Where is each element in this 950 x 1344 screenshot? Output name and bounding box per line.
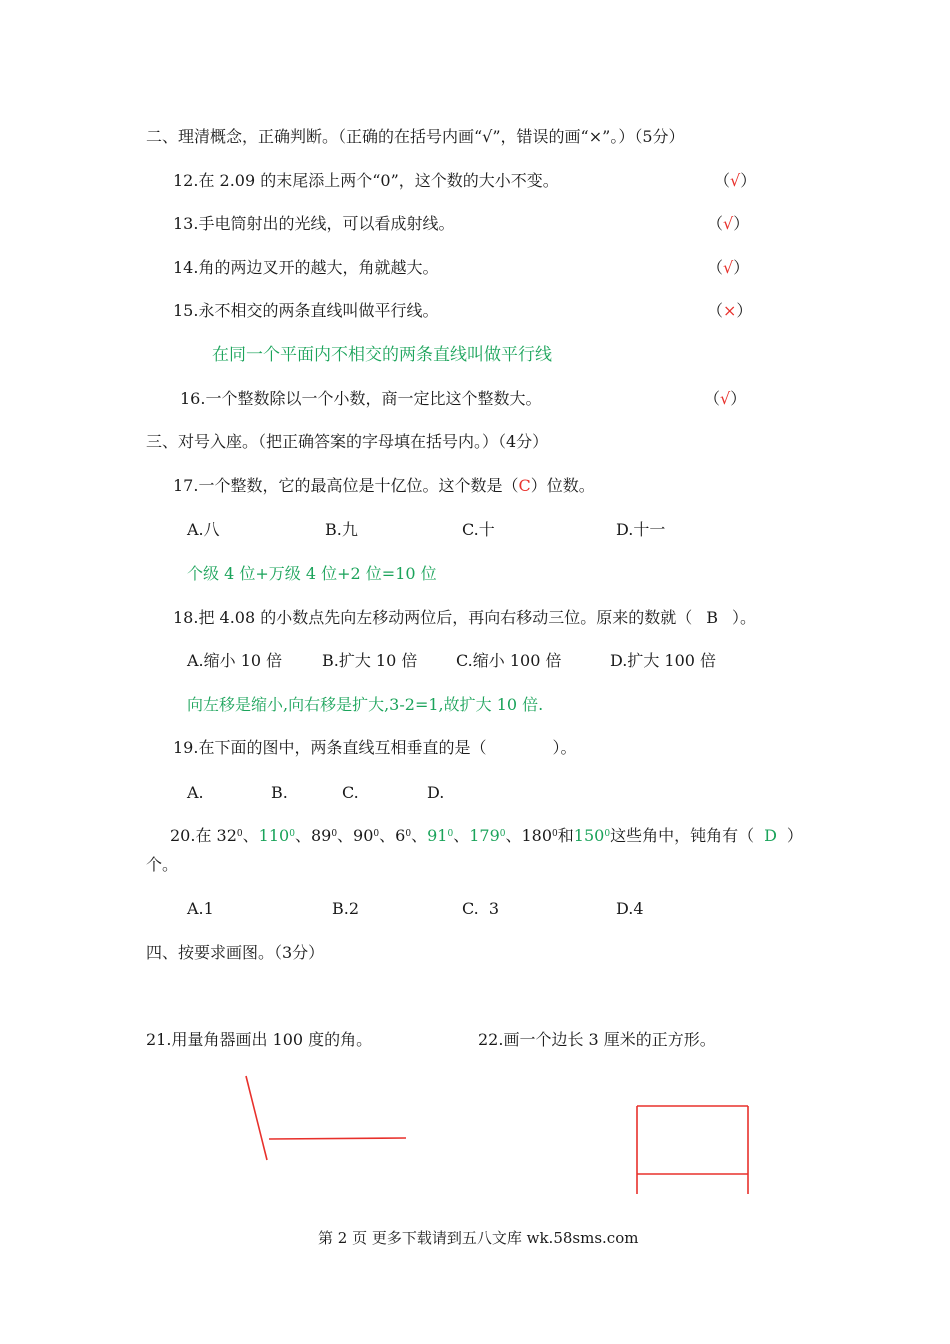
q19-option-b: B. bbox=[271, 783, 288, 802]
q12-text: 12.在 2.09 的末尾添上两个“0”，这个数的大小不变。 bbox=[173, 171, 559, 190]
angle-ray-2 bbox=[269, 1138, 406, 1139]
section2-heading: 二、理清概念，正确判断。（正确的在括号内画“√”，错误的画“×”。）（5分） bbox=[146, 127, 685, 146]
q17-option-a: A.八 bbox=[187, 520, 220, 539]
q20-line2: 个。 bbox=[146, 855, 179, 874]
q20-a2: 91 bbox=[427, 826, 448, 845]
q19-option-d: D. bbox=[427, 783, 445, 802]
degree-mark: 0 bbox=[405, 829, 412, 839]
q20-option-c: C. 3 bbox=[462, 899, 500, 918]
q18-option-a: A.缩小 10 倍 bbox=[187, 651, 283, 670]
q20-tail: 这些角中，钝角有（ bbox=[610, 826, 755, 845]
q20-option-b: B.2 bbox=[332, 899, 360, 918]
q18-option-d: D.扩大 100 倍 bbox=[610, 651, 717, 670]
q19-post: ）。 bbox=[552, 738, 577, 757]
q20-sep: 、 bbox=[411, 826, 428, 845]
q18-note: 向左移是缩小,向右移是扩大,3-2=1,故扩大 10 倍. bbox=[187, 695, 544, 714]
q14-answer: √ bbox=[723, 258, 734, 277]
q20-answer: D bbox=[764, 826, 777, 845]
angle-100-drawing bbox=[246, 1076, 406, 1160]
degree-mark: 0 bbox=[331, 829, 338, 839]
q17-answer: C bbox=[518, 476, 531, 495]
q18-post: ）。 bbox=[732, 608, 757, 627]
square-drawing bbox=[637, 1106, 748, 1194]
q13-answer: √ bbox=[723, 214, 734, 233]
q13-answer-bracket: （√） bbox=[707, 214, 750, 233]
q20-sep: 、 bbox=[242, 826, 259, 845]
section3-heading: 三、对号入座。（把正确答案的字母填在括号内。）（4分） bbox=[146, 432, 549, 451]
q14-answer-bracket: （√） bbox=[707, 258, 750, 277]
q15-answer-bracket: （×） bbox=[707, 301, 753, 320]
q20-a1: 110 bbox=[258, 826, 290, 845]
q21-text: 21.用量角器画出 100 度的角。 bbox=[146, 1030, 373, 1049]
q17-option-b: B.九 bbox=[325, 520, 358, 539]
q17-pre: 17.一个整数，它的最高位是十亿位。这个数是（ bbox=[173, 476, 519, 495]
q16-text: 16.一个整数除以一个小数，商一定比这个整数大。 bbox=[180, 389, 542, 408]
q17-post: ）位数。 bbox=[530, 476, 595, 495]
q17-option-d: D.十一 bbox=[616, 520, 666, 539]
q18-answer: B bbox=[706, 608, 719, 627]
degree-mark: 0 bbox=[552, 829, 558, 839]
q19-option-c: C. bbox=[342, 783, 359, 802]
degree-mark: 0 bbox=[447, 829, 454, 839]
section4-heading: 四、按要求画图。（3分） bbox=[146, 943, 325, 962]
q19-option-a: A. bbox=[187, 783, 204, 802]
q15-answer: × bbox=[723, 301, 737, 320]
q20-and: 和 bbox=[557, 826, 574, 845]
q12-answer-bracket: （√） bbox=[714, 171, 757, 190]
q20-prefix: 20.在 32 bbox=[170, 826, 237, 845]
q15-note: 在同一个平面内不相交的两条直线叫做平行线 bbox=[212, 345, 552, 365]
q20-option-d: D.4 bbox=[616, 899, 644, 918]
degree-mark: 0 bbox=[373, 829, 380, 839]
q14-text: 14.角的两边叉开的越大，角就越大。 bbox=[173, 258, 439, 277]
q20-close: ） bbox=[786, 826, 803, 845]
q16-answer: √ bbox=[720, 389, 731, 408]
q20-a4: 150 bbox=[573, 826, 605, 845]
q18-option-c: C.缩小 100 倍 bbox=[456, 651, 562, 670]
q20-m3: 、6 bbox=[379, 826, 406, 845]
q17-option-c: C.十 bbox=[462, 520, 495, 539]
q18-option-b: B.扩大 10 倍 bbox=[322, 651, 418, 670]
q18-pre: 18.把 4.08 的小数点先向左移动两位后，再向右移动三位。原来的数就（ bbox=[173, 608, 693, 627]
q20-m4: 、180 bbox=[505, 826, 553, 845]
degree-mark: 0 bbox=[236, 829, 243, 839]
page-footer: 第 2 页 更多下载请到五八文库 wk.58sms.com bbox=[318, 1229, 639, 1247]
q17-note: 个级 4 位+万级 4 位+2 位=10 位 bbox=[187, 564, 437, 583]
degree-mark: 0 bbox=[604, 829, 611, 839]
degree-mark: 0 bbox=[289, 829, 295, 839]
degree-mark: 0 bbox=[499, 829, 506, 839]
q20-m2: 、90 bbox=[337, 826, 374, 845]
q15-text: 15.永不相交的两条直线叫做平行线。 bbox=[173, 301, 439, 320]
q20-a3: 179 bbox=[469, 826, 500, 845]
q22-text: 22.画一个边长 3 厘米的正方形。 bbox=[478, 1030, 716, 1049]
q20-sep: 、 bbox=[453, 826, 470, 845]
q20-m1: 、89 bbox=[294, 826, 332, 845]
q19-pre: 19.在下面的图中，两条直线互相垂直的是（ bbox=[173, 738, 487, 757]
q16-answer-bracket: （√） bbox=[704, 389, 747, 408]
angle-ray-1 bbox=[246, 1076, 267, 1160]
q20-option-a: A.1 bbox=[187, 899, 214, 918]
q12-answer: √ bbox=[730, 171, 741, 190]
q13-text: 13.手电筒射出的光线，可以看成射线。 bbox=[173, 214, 455, 233]
